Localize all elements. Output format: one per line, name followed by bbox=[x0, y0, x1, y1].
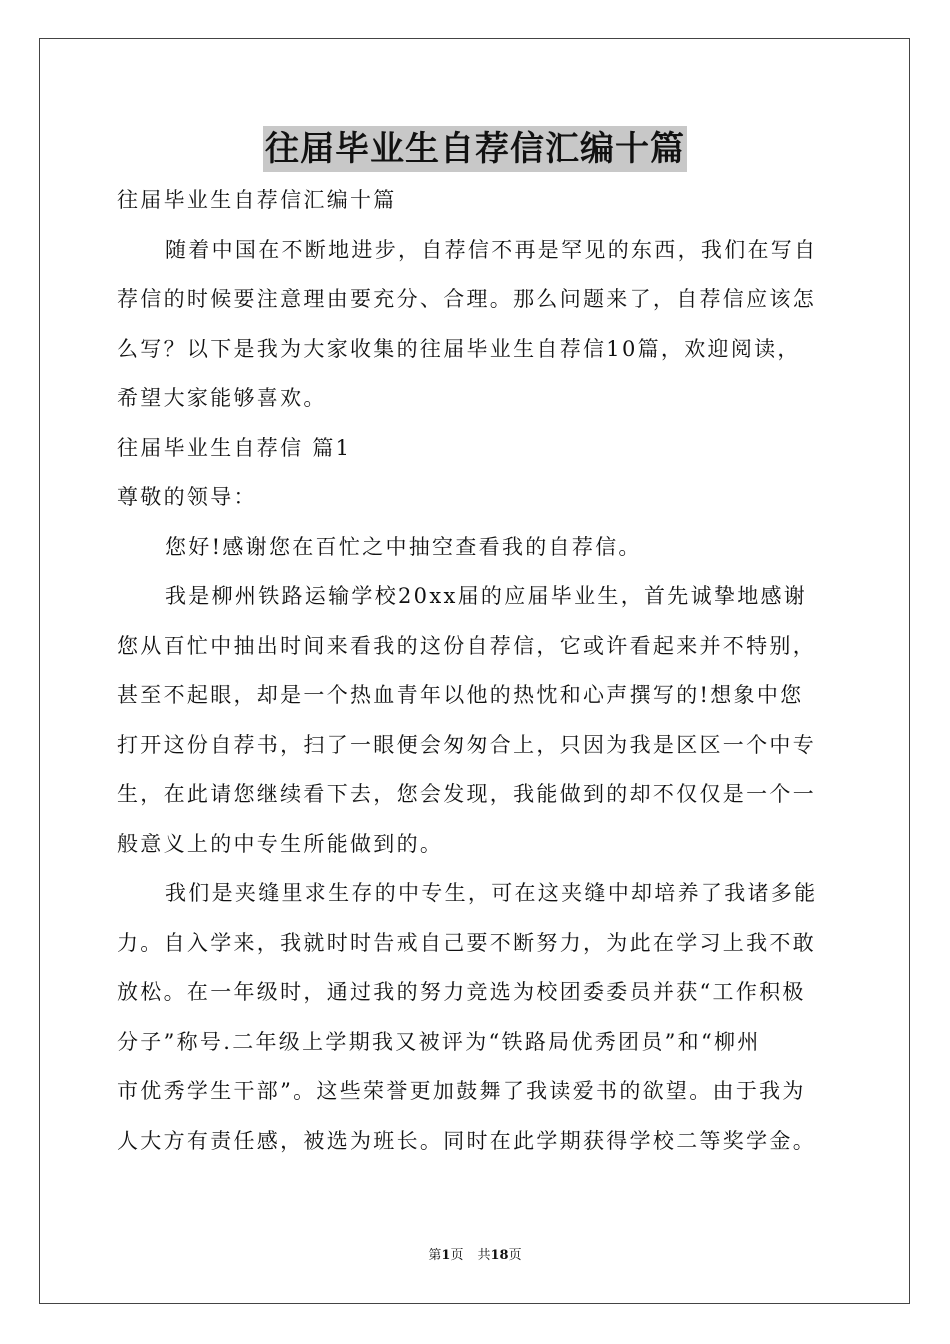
text-line: 放松。在一年级时，通过我的努力竞选为校团委委员并获“工作积极 bbox=[117, 980, 806, 1004]
footer-page-suffix: 页 bbox=[450, 1248, 464, 1263]
text-line: 您好!感谢您在百忙之中抽空查看我的自荐信。 bbox=[165, 534, 642, 559]
text-line: 打开这份自荐书，扫了一眼便会匆匆合上，只因为我是区区一个中专 bbox=[117, 732, 816, 757]
text-line: 我们是夹缝里求生存的中专生，可在这夹缝中却培养了我诸多能 bbox=[165, 881, 818, 905]
document-body bbox=[117, 176, 835, 1166]
text-line: 分子”称号.二年级上学期我又被评为“铁路局优秀团员”和“柳州 bbox=[117, 1029, 761, 1054]
text-line: 随着中国在不断地进步，自荐信不再是罕见的东西，我们在写自 bbox=[165, 237, 818, 262]
title-wrap bbox=[0, 126, 950, 172]
footer-prefix: 第 bbox=[428, 1248, 442, 1263]
document-title: 往届毕业生自荐信汇编十篇 bbox=[263, 126, 687, 172]
footer-total-pages: 18 bbox=[490, 1248, 509, 1263]
text-line: 生，在此请您继续看下去，您会发现，我能做到的却不仅仅是一个一 bbox=[117, 782, 816, 806]
text-line: 力。自入学来，我就时时告戒自己要不断努力，为此在学习上我不敢 bbox=[117, 930, 816, 955]
text-line: 般意义上的中专生所能做到的。 bbox=[117, 831, 444, 856]
text-line: 荐信的时候要注意理由要充分、合理。那么问题来了，自荐信应该怎 bbox=[117, 287, 816, 311]
text-line: 甚至不起眼，却是一个热血青年以他的热忱和心声撰写的!想象中您 bbox=[117, 683, 804, 707]
text-line: 希望大家能够喜欢。 bbox=[117, 386, 327, 410]
text-line: 么写？以下是我为大家收集的往届毕业生自荐信10篇，欢迎阅读， bbox=[117, 336, 801, 361]
text-line: 我是柳州铁路运输学校20xx届的应届毕业生，首先诚挚地感谢 bbox=[165, 584, 808, 608]
text-line: 市优秀学生干部”。这些荣誉更加鼓舞了我读爱书的欲望。由于我为 bbox=[117, 1079, 806, 1103]
text-line: 往届毕业生自荐信 篇1 bbox=[117, 435, 352, 460]
text-line: 尊敬的领导： bbox=[117, 485, 257, 509]
text-line: 往届毕业生自荐信汇编十篇 bbox=[117, 188, 397, 212]
footer-total-suffix: 页 bbox=[508, 1248, 522, 1263]
footer-total-prefix: 共 bbox=[477, 1248, 491, 1263]
text-line: 人大方有责任感，被选为班长。同时在此学期获得学校二等奖学金。 bbox=[117, 1128, 816, 1153]
footer-page-number: 1 bbox=[441, 1248, 451, 1263]
text-line: 您从百忙中抽出时间来看我的这份自荐信，它或许看起来并不特别， bbox=[117, 633, 816, 658]
page-footer bbox=[0, 1247, 950, 1265]
